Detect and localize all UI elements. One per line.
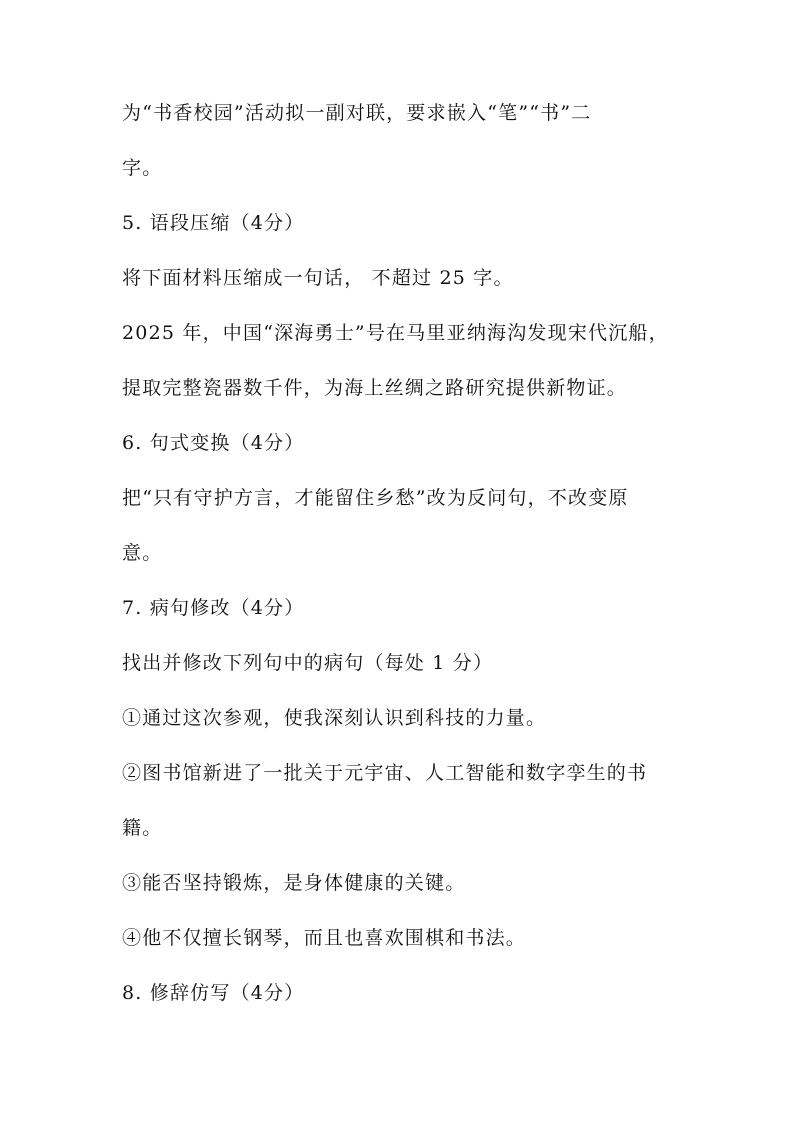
question-7-sentence-3: ③能否坚持锻炼，是身体健康的关键。 — [122, 872, 466, 894]
question-7-sentence-2: ②图书馆新进了一批关于元宇宙、人工智能和数字孪生的书 — [122, 762, 648, 784]
question-7-sentence-4: ④他不仅擅长钢琴，而且也喜欢围棋和书法。 — [122, 927, 527, 949]
question-8-heading: 8. 修辞仿写（4分） — [122, 982, 305, 1004]
question-5-material-line-1: 2025 年，中国“深海勇士”号在马里亚纳海沟发现宋代沉船， — [122, 322, 669, 344]
question-5-heading: 5. 语段压缩（4分） — [122, 212, 305, 234]
text-line-couplet-task-cont: 字。 — [122, 157, 163, 179]
question-7-heading: 7. 病句修改（4分） — [122, 597, 305, 619]
question-5-instruction: 将下面材料压缩成一句话， 不超过 25 字。 — [122, 267, 514, 289]
text-line-couplet-task: 为“书香校园”活动拟一副对联，要求嵌入“笔”“书”二 — [122, 102, 592, 124]
question-6-instruction-cont: 意。 — [122, 542, 163, 564]
question-7-instruction: 找出并修改下列句中的病句（每处 1 分） — [122, 652, 494, 674]
question-7-sentence-1: ①通过这次参观，使我深刻认识到科技的力量。 — [122, 707, 547, 729]
question-6-heading: 6. 句式变换（4分） — [122, 432, 305, 454]
question-7-sentence-2-cont: 籍。 — [122, 817, 163, 839]
question-6-instruction: 把“只有守护方言，才能留住乡愁”改为反问句，不改变原 — [122, 487, 629, 509]
question-5-material-line-2: 提取完整瓷器数千件，为海上丝绸之路研究提供新物证。 — [122, 377, 628, 399]
